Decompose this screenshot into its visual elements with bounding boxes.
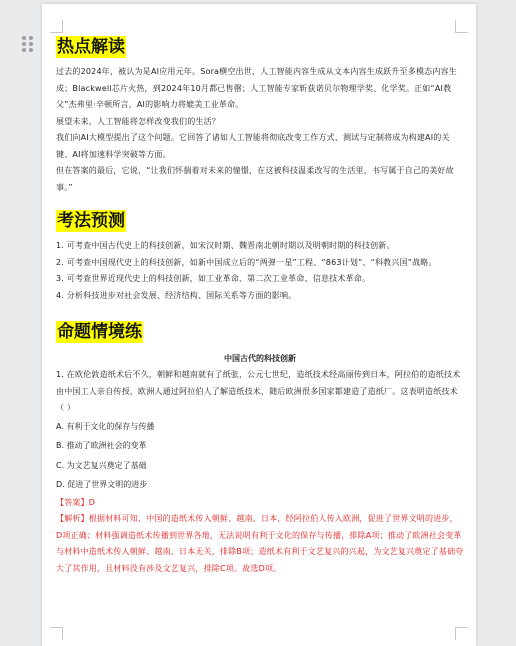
answer-option: D. 促进了世界文明的进步 bbox=[56, 480, 148, 489]
question-subtitle: 中国古代的科技创新 bbox=[224, 354, 296, 363]
paragraph: 但在答案的最后，它说，“让我们怀揣着对未来的憧憬，在这被科技温柔改写的生活里，书写属于自己的美好故事。” bbox=[56, 166, 454, 192]
page-corner-mark bbox=[455, 627, 468, 640]
answer-option: C. 为文艺复兴奠定了基础 bbox=[56, 460, 147, 470]
page-corner-mark bbox=[455, 20, 468, 33]
list-item: 2. 可考查中国现代史上的科技创新，如新中国成立后的“两弹一星”工程、“863计划”、“科教兴国”战略。 bbox=[56, 257, 437, 267]
section-heading: 考法预测 bbox=[57, 211, 125, 231]
answer-option: B. 推动了欧洲社会的变革 bbox=[56, 441, 147, 450]
section-practice bbox=[56, 319, 464, 577]
section-heading: 命题情境练 bbox=[57, 322, 142, 342]
drag-dot bbox=[22, 48, 26, 52]
question-stem: 1. 在欧伦敦造纸术后不久，朝鲜和越南就有了纸张，公元七世纪，造纸技术经高丽传到日本，阿拉伯的造纸技术由中国工人亲自传授，欧洲人通过阿拉伯人了解造纸技术，随后欧洲很多国家都建造了造纸厂。这表明造纸技术（ ） bbox=[56, 370, 461, 412]
answer-analysis: 【解析】根据材料可知，中国的造纸术传入朝鲜、越南、日本，经阿拉伯人传入欧洲，促进了世界文明的进步，D项正确；材料强调造纸术传播到世界各地，无法说明有利于文化的保存与传播，排除A项；推动了欧洲社会变革与材料中造纸术传入朝鲜、越南、日本无关，排除B项；造纸术有利于文艺复兴的兴起，为文艺复兴奠定了基础夸大了其作用，且材料没有涉及文艺复兴，排除C项。故选D项。 bbox=[56, 514, 464, 573]
drag-handle[interactable] bbox=[22, 36, 34, 50]
page-corner-mark bbox=[50, 627, 63, 640]
drag-dot bbox=[29, 36, 33, 40]
drag-dot bbox=[29, 48, 33, 52]
section-exam-forecast bbox=[56, 208, 464, 304]
section-heading: 热点解读 bbox=[57, 37, 125, 57]
document-body[interactable] bbox=[56, 34, 464, 577]
paragraph: 我们向AI大模型提出了这个问题。它回答了诸如人工智能将彻底改变工作方式、测试与定制将成为构建AI的关键、AI将加速科学突破等方面。 bbox=[56, 133, 450, 159]
list-item: 4. 分析科技进步对社会发展、经济结构、国际关系等方面的影响。 bbox=[56, 290, 297, 300]
paragraph: 展望未来，人工智能将怎样改变我们的生活？ bbox=[56, 116, 220, 126]
answer-key: 【答案】D bbox=[56, 497, 96, 507]
section-hot-topic bbox=[56, 34, 464, 196]
drag-dot bbox=[22, 36, 26, 40]
answer-option: A. 有利于文化的保存与传播 bbox=[56, 421, 155, 431]
list-item: 3. 可考查世界近现代史上的科技创新，如工业革命、第二次工业革命、信息技术革命。 bbox=[56, 274, 371, 283]
drag-dot bbox=[22, 42, 26, 46]
paragraph: 过去的2024年，被认为是AI应用元年。Sora横空出世，人工智能内容生成从文本内容生成跃升至多模态内容生成；Blackwell芯片火热，到2024年10月都已售罄；人工智能专家斩获诺贝尔物理学奖、化学奖。正如“AI教父”杰弗里·辛顿所言，AI的影响力将媲美工业革命。 bbox=[56, 67, 457, 109]
page-corner-mark bbox=[50, 20, 63, 33]
document-page bbox=[42, 4, 476, 646]
list-item: 1. 可考查中国古代史上的科技创新，如宋汉时期、魏晋南北朝时期以及明朝时期的科技创新。 bbox=[56, 241, 395, 250]
drag-dot bbox=[29, 42, 33, 46]
